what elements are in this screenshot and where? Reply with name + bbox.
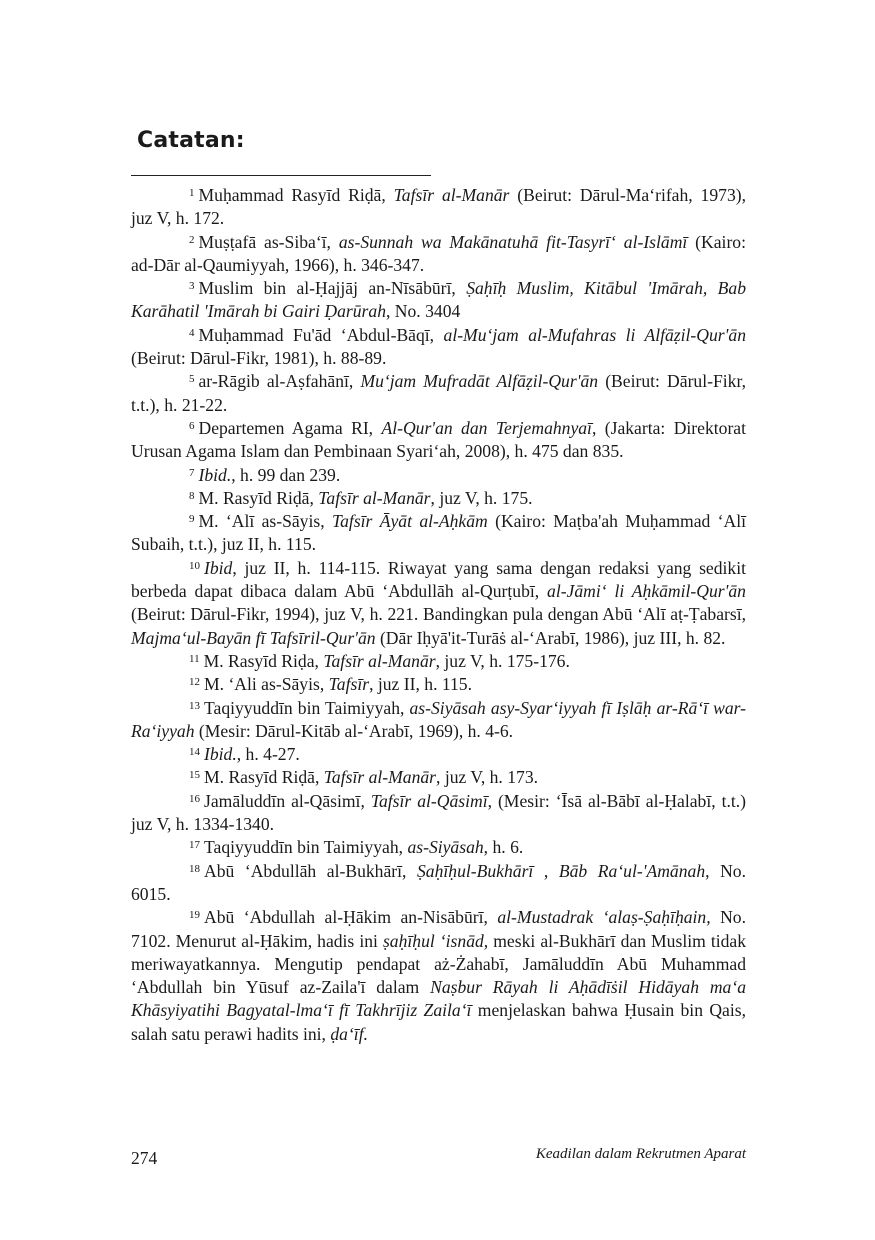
footnote-text: ar-Rāgib al-Aṣfahānī,: [198, 371, 361, 392]
footnote-title: Al-Qur'an dan Terjemahnyaī: [381, 417, 592, 438]
footnote-3: [131, 277, 746, 324]
footnote-number: 9: [189, 513, 195, 526]
footnote-text: ,: [533, 860, 559, 881]
footnote-title: Mu‘jam Mufradāt Alfāẓil-Qur'ān: [360, 371, 599, 392]
footnote-4: [131, 324, 746, 371]
footnote-title: Tafsīr al-Manār: [318, 487, 431, 508]
footnote-6: [131, 417, 746, 464]
footnote-text: (Kairo: ad-Dār al-Qaumiyyah, 1966), h. 346-347.: [131, 231, 746, 275]
footnote-title: as-Siyāsah asy-Syar‘iyyah fī Iṣlāḥ ar-Rā‘ī war-Ra‘iyyah: [131, 697, 746, 741]
footnote-text: , No. 6015.: [131, 860, 746, 904]
footnote-text: Taqiyyuddīn bin Taimiyyah,: [204, 697, 410, 718]
footnote-title: Ibid.: [204, 744, 237, 765]
footnote-number: 17: [189, 839, 200, 852]
footnote-number: 18: [189, 862, 200, 875]
footnote-separator: [131, 175, 431, 176]
footnote-list: [131, 184, 746, 1046]
footnote-text: , No. 3404: [386, 301, 461, 322]
footnote-2: [131, 231, 746, 278]
footnote-text: , h. 6.: [483, 837, 524, 858]
footnote-9: [131, 510, 746, 557]
footnote-number: 10: [189, 559, 200, 572]
footnote-text: (Beirut: Dārul-Fikr, t.t.), h. 21-22.: [131, 371, 746, 415]
footnote-title: Tafsīr al-Manār: [393, 185, 510, 205]
footnote-17: [131, 836, 746, 859]
footnote-1: [131, 184, 746, 231]
footnote-number: 1: [189, 187, 195, 199]
footnote-text: Muḥammad Rasyīd Riḍā,: [198, 185, 394, 205]
footnote-text: meski al-Bukhārī dan Muslim tidak meriwayatkannya. Mengutip pendapat aż-Żahabī, Jamāluddīn Abū Muhammad ‘Abdullah bin Yūsuf az-Zaila'ī dalam: [131, 930, 747, 998]
footnote-title: Ṣaḥīḥul-Bukhārī: [417, 860, 534, 881]
footnote-text: menjelaskan bahwa Ḥusain bin Qais, salah satu perawi hadits ini,: [131, 1000, 746, 1044]
footnote-11: [131, 650, 746, 673]
footnote-text: Departemen Agama RI,: [198, 417, 382, 438]
footnote-text: M. Rasyīd Riḍā,: [204, 767, 324, 788]
footnote-text: , (Mesir: ‘Īsā al-Bābī al-Ḥalabī, t.t.) juz V, h. 1334-1340.: [131, 790, 747, 835]
footnote-19: [131, 906, 746, 1046]
footnote-8: [131, 487, 746, 510]
footnote-title: ṣaḥīḥul ‘isnād,: [382, 930, 489, 951]
footnote-text: (Dār Iḥyā'it-Turāṡ al-‘Arabī, 1986), juz III, h. 82.: [375, 627, 726, 648]
footnote-number: 14: [189, 746, 200, 759]
footnote-number: 7: [189, 466, 195, 479]
footnote-title: al-Mustadrak ‘alaṣ-Ṣaḥīḥain,: [497, 907, 711, 928]
footnote-text: , juz V, h. 173.: [436, 767, 539, 788]
footnote-number: 13: [189, 699, 200, 712]
footnote-text: (Beirut: Dārul-Ma‘rifah, 1973), juz V, h. 172.: [131, 185, 747, 229]
footnote-text: (Beirut: Dārul-Fikr, 1981), h. 88-89.: [131, 348, 387, 369]
footnote-13: [131, 697, 746, 744]
footnote-text: , (Jakarta: Direktorat Urusan Agama Islam dan Pembinaan Syari‘ah, 2008), h. 475 dan 835.: [131, 417, 746, 462]
footnote-title: Majma‘ul-Bayān fī Tafsīril-Qur'ān: [131, 627, 376, 648]
footnote-title: as-Sunnah wa Makānatuhā fit-Tasyrī‘ al-Islāmī: [338, 231, 688, 252]
footnote-text: , juz II, h. 115.: [369, 674, 472, 695]
footnote-text: No. 7102. Menurut al-Ḥākim, hadis ini: [131, 907, 746, 951]
footnote-text: M. ‘Alī as-Sāyis,: [198, 511, 332, 532]
footnote-text: Abū ‘Abdullah al-Ḥākim an-Nisābūrī,: [204, 907, 498, 928]
footnote-title: Tafsīr al-Manār: [323, 650, 436, 671]
footnote-12: [131, 673, 746, 696]
footnote-text: M. Rasyīd Riḍa,: [203, 650, 324, 671]
footnote-number: 11: [189, 652, 200, 665]
footnote-title: as-Siyāsah: [407, 837, 484, 858]
footnote-title: Ibid: [204, 557, 233, 578]
footnote-text: , h. 4-27.: [236, 744, 300, 765]
footnote-18: [131, 860, 746, 907]
footnote-text: M. Rasyīd Riḍā,: [198, 487, 319, 508]
footnote-text: Jamāluddīn al-Qāsimī,: [204, 790, 371, 811]
footnote-10: [131, 557, 746, 650]
footnote-number: 19: [189, 909, 200, 922]
footnote-number: 2: [189, 233, 195, 246]
footnote-14: [131, 743, 746, 766]
footnote-text: , juz V, h. 175-176.: [435, 650, 570, 671]
footnote-number: 3: [189, 280, 195, 293]
footnote-title: Ibid.: [198, 464, 232, 485]
footnote-title: Tafsīr Āyāt al-Aḥkām: [331, 511, 488, 532]
footnote-text: Taqiyyuddīn bin Taimiyyah,: [204, 837, 408, 858]
footnote-number: 12: [189, 676, 200, 689]
footnote-7: [131, 464, 746, 487]
footnote-title: al-Jāmi‘ li Aḥkāmil-Qur'ān: [547, 581, 746, 602]
footnote-number: 4: [189, 326, 195, 339]
footnote-text: Muṣṭafā as-Siba‘ī,: [198, 231, 339, 252]
footnote-text: , juz V, h. 175.: [430, 487, 533, 508]
footnote-title: Tafsīr al-Qāsimī: [370, 790, 488, 811]
footnote-text: (Beirut: Dārul-Fikr, 1994), juz V, h. 221. Bandingkan pula dengan Abū ‘Alī aṭ-Ṭabarsī,: [131, 604, 746, 625]
footnote-5: [131, 370, 746, 417]
footnote-text: Muslim bin al-Ḥajjāj an-Nīsābūrī,: [198, 278, 467, 299]
footnote-title: Tafsīr: [328, 674, 370, 695]
footnote-number: 15: [189, 769, 200, 782]
running-title: Keadilan dalam Rekrutmen Aparat: [535, 1146, 746, 1162]
footnote-text: Muḥammad Fu'ād ‘Abdul-Bāqī,: [198, 324, 444, 345]
footnote-text: Abū ‘Abdullāh al-Bukhārī,: [204, 860, 417, 881]
footnote-title: ḍa‘īf.: [330, 1023, 368, 1044]
footnote-text: , juz II, h. 114-115. Riwayat yang sama dengan redaksi yang sedikit berbeda dapat dibaca dalam Abū ‘Abdullāh al-Qurṭubī,: [131, 557, 746, 602]
page-number: 274: [131, 1148, 158, 1168]
footnote-title: Bāb Ra‘ul-'Amānah: [558, 860, 706, 881]
footnote-15: [131, 766, 746, 789]
footnote-title: Naṣbur Rāyah li Aḥādīṡil Hidāyah ma‘a Khāsyiyatihi Bagyatal-lma‘ī fī Takhrījiz Zaila‘ī: [131, 977, 746, 1021]
footnote-title: Tafsīr al-Manār: [323, 767, 437, 788]
footnote-title: al-Mu‘jam al-Mufahras li Alfāẓil-Qur'ān: [443, 324, 746, 345]
page-heading: Catatan:: [137, 128, 245, 153]
footnote-16: [131, 790, 746, 837]
footnote-number: 8: [189, 489, 195, 502]
footnote-text: M. ‘Ali as-Sāyis,: [204, 674, 329, 695]
footnote-number: 5: [189, 373, 195, 386]
footnote-number: 6: [189, 419, 195, 432]
footnote-text: (Kairo: Maṭba'ah Muḥammad ‘Alī Subaih, t.t.), juz II, h. 115.: [131, 511, 747, 555]
footnote-number: 16: [189, 792, 200, 805]
footnote-title: Ṣaḥīḥ Muslim, Kitābul 'Imārah, Bab Karāhatil 'Imārah bi Gairi Ḍarūrah: [131, 278, 746, 322]
footnote-text: , h. 99 dan 239.: [231, 464, 341, 485]
footnote-text: (Mesir: Dārul-Kitāb al-‘Arabī, 1969), h. 4-6.: [194, 720, 514, 741]
